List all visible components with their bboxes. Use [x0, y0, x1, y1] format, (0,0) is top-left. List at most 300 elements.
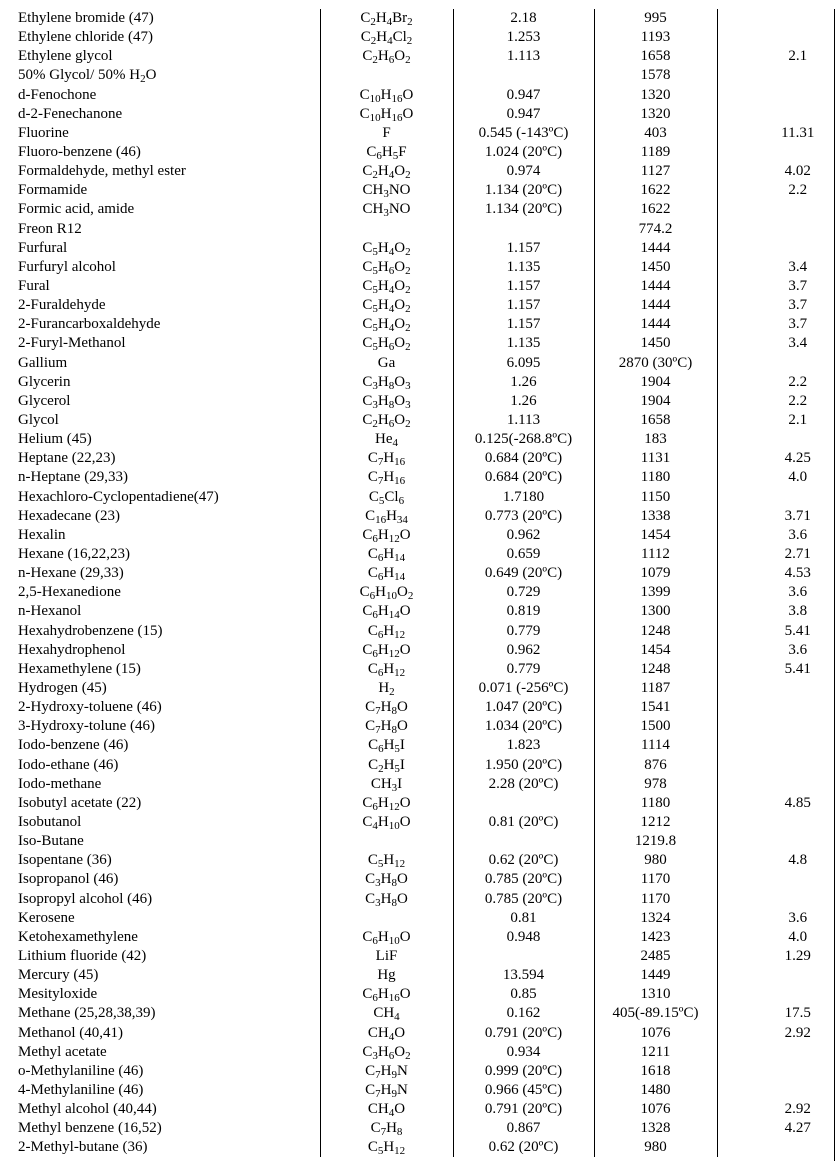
chemical-formula: $H_2$	[320, 679, 453, 698]
velocity-temp-coefficient	[717, 966, 834, 985]
substance-name: Methyl acetate	[18, 1043, 107, 1060]
chemical-formula: $C_6H_{12}O$	[320, 794, 453, 813]
density-value: 2.28 (20ºC)	[453, 775, 594, 794]
velocity-temp-coefficient: 3.6	[717, 583, 834, 602]
sound-velocity-value: 1310	[594, 985, 717, 1004]
table-body	[12, 9, 834, 1157]
velocity-temp-coefficient: 3.7	[717, 277, 834, 296]
velocity-temp-coefficient: 4.85	[717, 794, 834, 813]
sound-velocity-value: 980	[594, 851, 717, 870]
sound-velocity-value: 1658	[594, 411, 717, 430]
density-value: 0.81 (20ºC)	[453, 813, 594, 832]
velocity-temp-coefficient	[717, 698, 834, 717]
table-row	[12, 1062, 834, 1081]
density-value: 1.823	[453, 736, 594, 755]
chemical-formula: $C_3H_8O$	[320, 870, 453, 889]
table-row	[12, 296, 834, 315]
chemical-formula: $CH_3NO$	[320, 200, 453, 219]
substance-name: o-Methylaniline (46)	[18, 1062, 144, 1079]
sound-velocity-value: 405(-89.15ºC)	[594, 1004, 717, 1023]
velocity-temp-coefficient: 4.53	[717, 564, 834, 583]
sound-velocity-value: 774.2	[594, 220, 717, 239]
substance-name: Isopropyl alcohol (46)	[18, 890, 153, 907]
chemical-formula: $C_6H_{12}O$	[320, 526, 453, 545]
substance-table	[12, 9, 834, 1157]
substance-name: Hexahydrobenzene (15)	[18, 622, 163, 639]
table-row	[12, 334, 834, 353]
density-value: 2.18	[453, 9, 594, 28]
chemical-formula: $C_6H_{12}O$	[320, 641, 453, 660]
table-row	[12, 277, 834, 296]
table-row	[12, 698, 834, 717]
substance-name: Methanol (40,41)	[18, 1024, 123, 1041]
table-row	[12, 181, 834, 200]
table-row	[12, 66, 834, 85]
density-value: 0.125(-268.8ºC)	[453, 430, 594, 449]
chemical-formula: $C_7H_8$	[320, 1119, 453, 1138]
chemical-formula: $C_6H_{16}O$	[320, 985, 453, 1004]
sound-velocity-value: 1578	[594, 66, 717, 85]
sound-velocity-value: 980	[594, 1138, 717, 1157]
velocity-temp-coefficient	[717, 1081, 834, 1100]
velocity-temp-coefficient	[717, 430, 834, 449]
density-value: 0.779	[453, 660, 594, 679]
substance-name: Glycerol	[18, 392, 71, 409]
density-value: 0.962	[453, 526, 594, 545]
substance-name: Formic acid, amide	[18, 201, 135, 218]
table-row	[12, 755, 834, 774]
substance-name: Isopropanol (46)	[18, 871, 119, 888]
velocity-temp-coefficient: 3.8	[717, 602, 834, 621]
table-row	[12, 258, 834, 277]
substance-name: Kerosene	[18, 909, 75, 926]
table-row	[12, 143, 834, 162]
sound-velocity-value: 2485	[594, 947, 717, 966]
substance-name: Freon R12	[18, 220, 82, 237]
table-row	[12, 124, 834, 143]
velocity-temp-coefficient: 3.6	[717, 909, 834, 928]
density-value: 0.999 (20ºC)	[453, 1062, 594, 1081]
sound-velocity-value: 1449	[594, 966, 717, 985]
chemical-formula: $C_2H_4O_2$	[320, 162, 453, 181]
table-row	[12, 105, 834, 124]
density-value: 1.135	[453, 258, 594, 277]
table-row	[12, 736, 834, 755]
sound-velocity-value: 1248	[594, 622, 717, 641]
density-value: 0.62 (20ºC)	[453, 851, 594, 870]
velocity-temp-coefficient	[717, 832, 834, 851]
substance-name: Mercury (45)	[18, 967, 99, 984]
density-value: 0.85	[453, 985, 594, 1004]
sound-velocity-value: 978	[594, 775, 717, 794]
substance-name: n-Hexane (29,33)	[18, 565, 124, 582]
density-value: 0.779	[453, 622, 594, 641]
velocity-temp-coefficient	[717, 28, 834, 47]
sound-velocity-value: 1454	[594, 526, 717, 545]
velocity-temp-coefficient	[717, 1138, 834, 1157]
velocity-temp-coefficient	[717, 1062, 834, 1081]
substance-name: Formamide	[18, 182, 88, 199]
sound-velocity-value: 1622	[594, 200, 717, 219]
velocity-temp-coefficient: 3.4	[717, 258, 834, 277]
sound-velocity-value: 1189	[594, 143, 717, 162]
density-value: 0.966 (45ºC)	[453, 1081, 594, 1100]
sound-velocity-value: 1131	[594, 449, 717, 468]
density-value	[453, 794, 594, 813]
density-value: 1.113	[453, 47, 594, 66]
substance-name: Isobutyl acetate (22)	[18, 794, 142, 811]
velocity-temp-coefficient	[717, 488, 834, 507]
substance-table-sheet	[12, 9, 835, 1161]
velocity-temp-coefficient	[717, 354, 834, 373]
density-value: 0.974	[453, 162, 594, 181]
substance-name: Hexadecane (23)	[18, 507, 121, 524]
chemical-formula: $C_3H_8O$	[320, 889, 453, 908]
velocity-temp-coefficient: 2.92	[717, 1100, 834, 1119]
chemical-formula: $C_5H_6O_2$	[320, 334, 453, 353]
table-row	[12, 1100, 834, 1119]
table-row	[12, 47, 834, 66]
chemical-formula: $C_3H_8O_3$	[320, 392, 453, 411]
chemical-formula: $C_6H_{14}O$	[320, 602, 453, 621]
table-row	[12, 928, 834, 947]
density-value: 1.135	[453, 334, 594, 353]
velocity-temp-coefficient	[717, 775, 834, 794]
table-row	[12, 449, 834, 468]
sound-velocity-value: 1904	[594, 373, 717, 392]
density-value: 0.162	[453, 1004, 594, 1023]
velocity-temp-coefficient	[717, 105, 834, 124]
chemical-formula: $C_7H_9N$	[320, 1062, 453, 1081]
velocity-temp-coefficient: 3.6	[717, 526, 834, 545]
sound-velocity-value: 2870 (30ºC)	[594, 354, 717, 373]
sound-velocity-value: 1076	[594, 1100, 717, 1119]
substance-name: Ethylene chloride (47)	[18, 29, 153, 46]
substance-name: 2-Furancarboxaldehyde	[18, 316, 161, 333]
chemical-formula: $C_6H_{10}O$	[320, 928, 453, 947]
substance-name: Mesityloxide	[18, 986, 98, 1003]
table-row	[12, 411, 834, 430]
sound-velocity-value: 1444	[594, 315, 717, 334]
chemical-formula: $C_4H_{10}O$	[320, 813, 453, 832]
sound-velocity-value: 1444	[594, 296, 717, 315]
chemical-formula: $C_6H_5I$	[320, 736, 453, 755]
table-row	[12, 488, 834, 507]
table-row	[12, 9, 834, 28]
sound-velocity-value: 1541	[594, 698, 717, 717]
sound-velocity-value: 1622	[594, 181, 717, 200]
table-row	[12, 909, 834, 928]
sound-velocity-value: 1618	[594, 1062, 717, 1081]
sound-velocity-value: 995	[594, 9, 717, 28]
velocity-temp-coefficient: 2.2	[717, 392, 834, 411]
substance-name: Glycol	[18, 412, 59, 429]
sound-velocity-value: 1450	[594, 258, 717, 277]
chemical-formula: LiF	[320, 947, 453, 966]
table-row	[12, 373, 834, 392]
table-row	[12, 526, 834, 545]
density-value: 0.947	[453, 105, 594, 124]
density-value: 1.134 (20ºC)	[453, 181, 594, 200]
chemical-formula: $C_7H_9N$	[320, 1081, 453, 1100]
substance-name: Gallium	[18, 354, 68, 371]
substance-name: 2,5-Hexanedione	[18, 584, 121, 601]
sound-velocity-value: 1444	[594, 277, 717, 296]
chemical-formula: Ga	[320, 354, 453, 373]
substance-name: Methyl alcohol (40,44)	[18, 1101, 157, 1118]
density-value: 0.934	[453, 1043, 594, 1062]
velocity-temp-coefficient	[717, 736, 834, 755]
velocity-temp-coefficient: 5.41	[717, 622, 834, 641]
table-row	[12, 86, 834, 105]
table-row	[12, 162, 834, 181]
chemical-formula: $C_6H_{14}$	[320, 545, 453, 564]
velocity-temp-coefficient	[717, 717, 834, 736]
sound-velocity-value: 1150	[594, 488, 717, 507]
density-value: 0.819	[453, 602, 594, 621]
table-row	[12, 564, 834, 583]
sound-velocity-value: 1114	[594, 736, 717, 755]
sound-velocity-value: 1454	[594, 641, 717, 660]
velocity-temp-coefficient: 3.71	[717, 507, 834, 526]
table-row	[12, 545, 834, 564]
substance-name: d-2-Fenechanone	[18, 105, 123, 122]
table-row	[12, 602, 834, 621]
substance-name: Hexalin	[18, 526, 66, 543]
sound-velocity-value: 1180	[594, 794, 717, 813]
table-row	[12, 870, 834, 889]
chemical-formula: $C_2H_4Cl_2$	[320, 28, 453, 47]
table-row	[12, 1023, 834, 1042]
sound-velocity-value: 1658	[594, 47, 717, 66]
chemical-formula: $C_2H_6O_2$	[320, 47, 453, 66]
table-row	[12, 1119, 834, 1138]
substance-name: Furfural	[18, 239, 68, 256]
table-row	[12, 679, 834, 698]
chemical-formula: $C_5H_4O_2$	[320, 277, 453, 296]
chemical-formula: $CH_4O$	[320, 1100, 453, 1119]
velocity-temp-coefficient: 11.31	[717, 124, 834, 143]
density-value: 1.034 (20ºC)	[453, 717, 594, 736]
velocity-temp-coefficient: 3.7	[717, 315, 834, 334]
density-value: 1.134 (20ºC)	[453, 200, 594, 219]
table-row	[12, 392, 834, 411]
chemical-formula: $C_7H_8O$	[320, 698, 453, 717]
velocity-temp-coefficient	[717, 239, 834, 258]
density-value	[453, 220, 594, 239]
substance-name: d-Fenochone	[18, 86, 97, 103]
chemical-formula	[320, 220, 453, 239]
velocity-temp-coefficient: 4.0	[717, 468, 834, 487]
chemical-formula: $C_5H_4O_2$	[320, 239, 453, 258]
substance-name: 4-Methylaniline (46)	[18, 1081, 144, 1098]
substance-name: Hydrogen (45)	[18, 679, 107, 696]
velocity-temp-coefficient	[717, 200, 834, 219]
chemical-formula: $C_7H_8O$	[320, 717, 453, 736]
density-value	[453, 66, 594, 85]
table-row	[12, 315, 834, 334]
sound-velocity-value: 1320	[594, 86, 717, 105]
table-row	[12, 775, 834, 794]
velocity-temp-coefficient	[717, 86, 834, 105]
sound-velocity-value: 1450	[594, 334, 717, 353]
sound-velocity-value: 1324	[594, 909, 717, 928]
table-row	[12, 1004, 834, 1023]
substance-name: Hexane (16,22,23)	[18, 546, 131, 562]
table-row	[12, 507, 834, 526]
density-value: 1.113	[453, 411, 594, 430]
sound-velocity-value: 876	[594, 755, 717, 774]
table-row	[12, 985, 834, 1004]
sound-velocity-value: 1112	[594, 545, 717, 564]
chemical-formula: $C_6H_{14}$	[320, 564, 453, 583]
substance-name: 50% Glycol/ 50% $H_2O$	[18, 67, 157, 86]
substance-name: Ethylene glycol	[18, 48, 113, 65]
chemical-formula: $C_{16}H_{34}$	[320, 507, 453, 526]
velocity-temp-coefficient	[717, 889, 834, 908]
table-row	[12, 832, 834, 851]
density-value: 1.024 (20ºC)	[453, 143, 594, 162]
substance-name: Methane (25,28,38,39)	[18, 1005, 156, 1022]
density-value: 1.950 (20ºC)	[453, 755, 594, 774]
substance-name: 2-Hydroxy-toluene (46)	[18, 699, 162, 716]
chemical-formula: F	[320, 124, 453, 143]
chemical-formula: $C_5H_6O_2$	[320, 258, 453, 277]
substance-name: Methyl benzene (16,52)	[18, 1120, 162, 1137]
density-value: 0.659	[453, 545, 594, 564]
table-row	[12, 1081, 834, 1100]
substance-name: Iodo-methane	[18, 775, 102, 792]
density-value: 0.791 (20ºC)	[453, 1100, 594, 1119]
density-value: 1.253	[453, 28, 594, 47]
table-row	[12, 813, 834, 832]
sound-velocity-value: 183	[594, 430, 717, 449]
chemical-formula: $C_{10}H_{16}O$	[320, 105, 453, 124]
sound-velocity-value: 1170	[594, 889, 717, 908]
velocity-temp-coefficient	[717, 220, 834, 239]
table-row	[12, 28, 834, 47]
velocity-temp-coefficient: 3.7	[717, 296, 834, 315]
substance-name: Ethylene bromide (47)	[18, 10, 154, 27]
density-value: 0.545 (-143ºC)	[453, 124, 594, 143]
velocity-temp-coefficient: 4.27	[717, 1119, 834, 1138]
density-value: 13.594	[453, 966, 594, 985]
velocity-temp-coefficient: 4.8	[717, 851, 834, 870]
sound-velocity-value: 1500	[594, 717, 717, 736]
velocity-temp-coefficient	[717, 813, 834, 832]
chemical-formula: $C_5H_4O_2$	[320, 315, 453, 334]
substance-name: 2-Furaldehyde	[18, 297, 106, 314]
substance-name: Fluoro-benzene (46)	[18, 144, 141, 161]
table-row	[12, 200, 834, 219]
sound-velocity-value: 1904	[594, 392, 717, 411]
velocity-temp-coefficient: 4.02	[717, 162, 834, 181]
velocity-temp-coefficient	[717, 1043, 834, 1062]
chemical-formula: $C_6H_5F$	[320, 143, 453, 162]
table-row	[12, 794, 834, 813]
chemical-formula: $C_6H_{10}O_2$	[320, 583, 453, 602]
substance-name: 2-Furyl-Methanol	[18, 335, 126, 352]
velocity-temp-coefficient	[717, 985, 834, 1004]
chemical-formula	[320, 909, 453, 928]
table-row	[12, 622, 834, 641]
sound-velocity-value: 1079	[594, 564, 717, 583]
table-row	[12, 468, 834, 487]
table-row	[12, 430, 834, 449]
substance-name: Iodo-benzene (46)	[18, 737, 129, 754]
chemical-formula: $CH_4$	[320, 1004, 453, 1023]
chemical-formula: $He_4$	[320, 430, 453, 449]
density-value: 0.785 (20ºC)	[453, 870, 594, 889]
chemical-formula: $CH_3I$	[320, 775, 453, 794]
sound-velocity-value: 1193	[594, 28, 717, 47]
chemical-formula: $C_5Cl_6$	[320, 488, 453, 507]
table-row	[12, 851, 834, 870]
substance-name: n-Hexanol	[18, 603, 82, 620]
density-value: 0.947	[453, 86, 594, 105]
velocity-temp-coefficient: 4.25	[717, 449, 834, 468]
chemical-formula: $C_6H_{12}$	[320, 622, 453, 641]
density-value	[453, 832, 594, 851]
velocity-temp-coefficient	[717, 755, 834, 774]
density-value: 1.157	[453, 277, 594, 296]
substance-name: Heptane (22,23)	[18, 450, 116, 467]
density-value: 1.157	[453, 315, 594, 334]
chemical-formula: Hg	[320, 966, 453, 985]
density-value: 0.81	[453, 909, 594, 928]
substance-name: Furfuryl alcohol	[18, 258, 116, 275]
chemical-formula: $C_5H_{12}$	[320, 1138, 453, 1157]
sound-velocity-value: 1187	[594, 679, 717, 698]
table-row	[12, 220, 834, 239]
density-value: 0.729	[453, 583, 594, 602]
substance-name: Glycerin	[18, 373, 71, 390]
sound-velocity-value: 1170	[594, 870, 717, 889]
table-row	[12, 660, 834, 679]
chemical-formula: $C_5H_4O_2$	[320, 296, 453, 315]
density-value: 0.867	[453, 1119, 594, 1138]
velocity-temp-coefficient: 2.71	[717, 545, 834, 564]
density-value: 0.62 (20ºC)	[453, 1138, 594, 1157]
sound-velocity-value: 1076	[594, 1023, 717, 1042]
density-value: 0.071 (-256ºC)	[453, 679, 594, 698]
density-value: 1.7180	[453, 488, 594, 507]
table-row	[12, 717, 834, 736]
substance-name: Iso-Butane	[18, 833, 84, 850]
substance-name: Iodo-ethane (46)	[18, 756, 119, 773]
velocity-temp-coefficient: 2.92	[717, 1023, 834, 1042]
substance-name: Hexachloro-Cyclopentadiene(47)	[18, 488, 219, 505]
sound-velocity-value: 1338	[594, 507, 717, 526]
chemical-formula	[320, 66, 453, 85]
sound-velocity-value: 1300	[594, 602, 717, 621]
sound-velocity-value: 1127	[594, 162, 717, 181]
sound-velocity-value: 1248	[594, 660, 717, 679]
table-row	[12, 583, 834, 602]
sound-velocity-value: 1328	[594, 1119, 717, 1138]
velocity-temp-coefficient: 1.29	[717, 947, 834, 966]
chemical-formula: $C_3H_6O_2$	[320, 1043, 453, 1062]
velocity-temp-coefficient: 5.41	[717, 660, 834, 679]
substance-name: 2-Methyl-butane (36)	[18, 1139, 148, 1156]
velocity-temp-coefficient: 2.2	[717, 181, 834, 200]
sound-velocity-value: 1444	[594, 239, 717, 258]
velocity-temp-coefficient	[717, 143, 834, 162]
velocity-temp-coefficient: 3.4	[717, 334, 834, 353]
table-row	[12, 239, 834, 258]
sound-velocity-value: 1399	[594, 583, 717, 602]
density-value: 1.157	[453, 296, 594, 315]
